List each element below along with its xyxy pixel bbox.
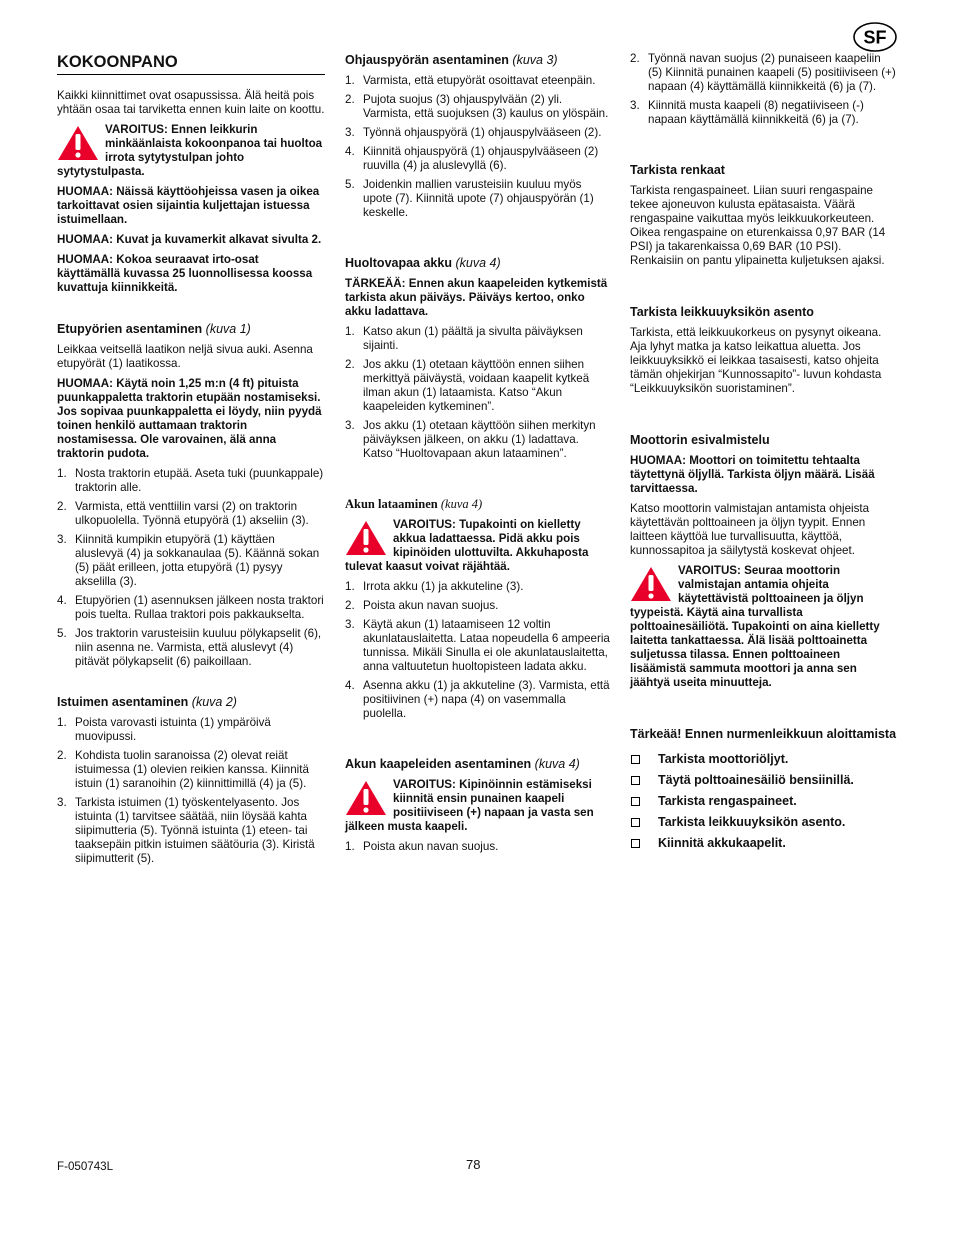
steps-list — [345, 74, 611, 220]
list-item: 5. Joidenkin mallien varusteisiin kuuluu myös upote (7). Kiinnitä upote (7) ohjauspyörän (1) keskelle. — [345, 178, 594, 219]
section-heading: Huoltovapaa akku (kuva 4) — [345, 256, 501, 270]
warning-text: VAROITUS: Seuraa moottorin valmistajan antamia ohjeita käytettävistä polttoaineen ja öljyn tyypeistä. Käytä aina turvallista polttoainesäiliötä. Tupakointi on aina kielletty laitetta tankattaessa. Älä lisää polttoainetta suljetussa tilassa. Ennen polttoaineen lisäämistä sammuta moottori ja anna sen jäähtyä useita minuutteja. — [630, 564, 880, 689]
list-item: 2. Varmista, että venttiilin varsi (2) on traktorin ulkopuolella. Työnnä etupyörä (1) akseliin (3). — [57, 500, 309, 527]
section-heading: Tärkeää! Ennen nurmenleikkuun aloittamista — [630, 727, 897, 741]
section-heading: Akun lataaminen (kuva 4) — [345, 497, 483, 511]
section-text: Tarkista, että leikkuukorkeus on pysynyt oikeana. Aja lyhyt matka ja katso leikattua aluetta. Jos leikkuuyksikkö ei leikkaa tasaisesti, katso ohjeita tämän ohjekirjan “Kunnossapito”- luvun kohdasta “Leikkuuyksikön suoristaminen”. — [630, 326, 882, 395]
list-item: 2. Pujota suojus (3) ohjauspylvään (2) yli. Varmista, että suojuksen (3) kaulus on ylöspäin. — [345, 93, 609, 120]
section-note: HUOMAA: Moottori on toimitettu tehtaalta täytettynä öljyllä. Tarkista öljyn määrä. Lisää tarvittaessa. — [630, 454, 875, 495]
list-item: 2. Kohdista tuolin saranoissa (2) olevat reiät istuimessa (1) olevien reikien kanssa. Kiinnitä istuin (1) saranoihin (2) kiinnittimillä (4) ja (5). — [57, 749, 309, 790]
warning-block — [345, 778, 611, 834]
warning-block — [630, 564, 898, 690]
section-heading: Ohjauspyörän asentaminen (kuva 3) — [345, 53, 558, 67]
list-item: 1. Varmista, että etupyörät osoittavat eteenpäin. — [345, 74, 596, 87]
column-1 — [57, 52, 325, 871]
section-heading: Istuimen asentaminen (kuva 2) — [57, 695, 237, 709]
warning-block — [345, 518, 611, 574]
checklist-item: Tarkista rengaspaineet. — [630, 794, 898, 809]
note-3: HUOMAA: Kokoa seuraavat irto-osat käyttämällä kuvassa 25 luonnollisessa koossa kuvattuja kiinnikkeitä. — [57, 253, 313, 294]
column-3 — [630, 52, 898, 857]
note-1: HUOMAA: Näissä käyttöohjeissa vasen ja oikea tarkoittavat osien sijaintia kuljettajan istuessa istuimellaan. — [57, 185, 320, 226]
steps-list — [57, 716, 325, 866]
steps-list — [345, 580, 611, 721]
section-text: Katso moottorin valmistajan antamista ohjeista käytettävän polttoaineen ja öljyn tyypit. Ennen laitteen käyttöä lue turvallisuutta, käyttöä, kunnossapitoa ja säilytystä koskevat ohjeet. — [630, 502, 870, 557]
list-item: 5. Jos traktorin varusteisiin kuuluu pölykapselit (6), niin asenna ne. Varmista, että aluslevyt (4) pitävät pölykapselit (6) paikoillaan. — [57, 627, 322, 668]
list-item: 2. Poista akun navan suojus. — [345, 599, 499, 612]
warning-triangle-icon — [630, 566, 672, 602]
section-heading: Tarkista renkaat — [630, 163, 725, 177]
section-text: Tarkista rengaspaineet. Liian suuri rengaspaine tekee ajoneuvon kulusta epätasaista. Väärä rengaspaine vaikuttaa myös leikkuukorkeuteen. Oikea rengaspaine on eturenkaissa 0,97 BAR (14 PSI) ja takarenkaissa 0,69 BAR (10 PSI). Renkaisiin on pantu ylipainetta kuljetuksen ajaksi. — [630, 184, 886, 267]
list-item: 4. Etupyörien (1) asennuksen jälkeen nosta traktori pois tuelta. Rullaa traktori pois pakkaukselta. — [57, 594, 324, 621]
list-item: 3. Jos akku (1) otetaan käyttöön siihen merkityn päiväyksen jälkeen, on akku (1) ladattava. Katso “Huoltovapaan akun lataaminen”. — [345, 419, 596, 460]
section-note: HUOMAA: Käytä noin 1,25 m:n (4 ft) pituista puunkappaletta traktorin etupään nostamiseksi. Jos sopivaa puunkappaletta ei löydy, niin pyydä toinen henkilö auttamaan traktorin nostamisessa. Ole varovainen, älä anna traktorin pudota. — [57, 377, 322, 460]
language-badge — [853, 22, 897, 52]
section-heading: Moottorin esivalmistelu — [630, 433, 770, 447]
list-item: 1. Nosta traktorin etupää. Aseta tuki (puunkappale) traktorin alle. — [57, 467, 324, 494]
warning-text: VAROITUS: Tupakointi on kielletty akkua ladattaessa. Pidä akku pois kipinöiden ulottuvilta. Akkuhaposta tulevat kaasut voivat räjähtää. — [345, 518, 589, 573]
svg-text:SF: SF — [863, 27, 887, 48]
checkbox-icon — [631, 776, 640, 785]
intro-text: Kaikki kiinnittimet ovat osapussissa. Älä heitä pois yhtään osaa tai tarviketta ennen kuin laite on koottu. — [57, 89, 325, 116]
section-heading: Etupyörien asentaminen (kuva 1) — [57, 322, 251, 336]
list-item: 4. Asenna akku (1) ja akkuteline (3). Varmista, että positiivinen (+) napa (4) on vasemmalla puolella. — [345, 679, 610, 720]
column-2 — [345, 52, 611, 859]
page-number: 78 — [466, 1157, 481, 1172]
list-item: 3. Työnnä ohjauspyörä (1) ohjauspylvääseen (2). — [345, 126, 602, 139]
list-item: 1. Katso akun (1) päältä ja sivulta päiväyksen sijainti. — [345, 325, 583, 352]
warning-text: VAROITUS: Ennen leikkurin minkäänlaista kokoonpanoa tai huoltoa irrota sytytystulpan johto sytytystulpasta. — [57, 123, 323, 178]
list-item: 3. Kiinnitä kumpikin etupyörä (1) käyttäen aluslevyä (4) ja sokkanaulaa (5). Käännä sokan (5) päät erilleen, jotta etupyörä (1) pysyy akselilla (3). — [57, 533, 320, 588]
warning-triangle-icon — [345, 780, 387, 816]
list-item: 1. Poista akun navan suojus. — [345, 840, 499, 853]
list-item: 1. Irrota akku (1) ja akkuteline (3). — [345, 580, 524, 593]
section-heading: Tarkista leikkuuyksikön asento — [630, 305, 814, 319]
list-item: 1. Poista varovasti istuinta (1) ympäröivä muovipussi. — [57, 716, 271, 743]
page-title: KOKOONPANO — [57, 52, 325, 75]
checkbox-icon — [631, 818, 640, 827]
list-item: 2. Työnnä navan suojus (2) punaiseen kaapeliin (5) Kiinnitä punainen kaapeli (5) positiiviseen (+) napaan (4) käyttämällä kiinnikkeitä (6) ja (7). — [630, 52, 896, 93]
steps-list — [345, 325, 611, 461]
list-item: 3. Kiinnitä musta kaapeli (8) negatiiviseen (-) napaan käyttämällä kiinnikkeitä (6) ja (7). — [630, 99, 864, 126]
warning-block — [57, 123, 325, 179]
section-heading: Akun kaapeleiden asentaminen (kuva 4) — [345, 757, 580, 771]
checklist-item: Tarkista leikkuuyksikön asento. — [630, 815, 898, 830]
warning-triangle-icon — [345, 520, 387, 556]
checklist-item: Tarkista moottoriöljyt. — [630, 752, 898, 767]
warning-triangle-icon — [57, 125, 99, 161]
checklist-item: Täytä polttoainesäiliö bensiinillä. — [630, 773, 898, 788]
steps-list — [57, 467, 325, 669]
important-note: TÄRKEÄÄ: Ennen akun kaapeleiden kytkemistä tarkista akun päiväys. Päiväys kertoo, onko akku ladattava. — [345, 277, 608, 318]
checkbox-icon — [631, 797, 640, 806]
document-code: F-050743L — [57, 1160, 114, 1173]
list-item: 4. Kiinnitä ohjauspyörä (1) ohjauspylvääseen (2) ruuvilla (4) ja aluslevyllä (6). — [345, 145, 599, 172]
section-text: Leikkaa veitsellä laatikon neljä sivua auki. Asenna etupyörät (1) laatikossa. — [57, 343, 313, 370]
steps-list — [345, 840, 611, 854]
steps-list — [630, 52, 898, 127]
checkbox-icon — [631, 755, 640, 764]
list-item: 3. Tarkista istuimen (1) työskentelyasento. Jos istuinta (1) tarvitsee säätää, niin löysää kahta siipimutteria (5). Työnnä istuinta (1) eteen- tai taaksepäin pitkin istuimen säätöuria (3). Kiristä siipimutterit (5). — [57, 796, 315, 865]
checkbox-icon — [631, 839, 640, 848]
list-item: 2. Jos akku (1) otetaan käyttöön ennen siihen merkittyä päiväystä, voidaan kaapelit kytkeä ilman akun (1) lataamista. Katso “Akun kaapeleiden kytkeminen”. — [345, 358, 590, 413]
checklist — [630, 752, 898, 851]
warning-text: VAROITUS: Kipinöinnin estämiseksi kiinnitä ensin punainen kaapeli positiiviseen (+) napaan ja vasta sen jälkeen musta kaapeli. — [345, 778, 594, 833]
checklist-item: Kiinnitä akkukaapelit. — [630, 836, 898, 851]
note-2: HUOMAA: Kuvat ja kuvamerkit alkavat sivulta 2. — [57, 233, 322, 246]
list-item: 3. Käytä akun (1) lataamiseen 12 voltin akunlatauslaitetta. Lataa nopeudella 6 ampeeria tunnissa. Mikäli Sinulla ei ole akunlatauslaitetta, anna valtuutetun huoltopisteen ladata akku. — [345, 618, 610, 673]
